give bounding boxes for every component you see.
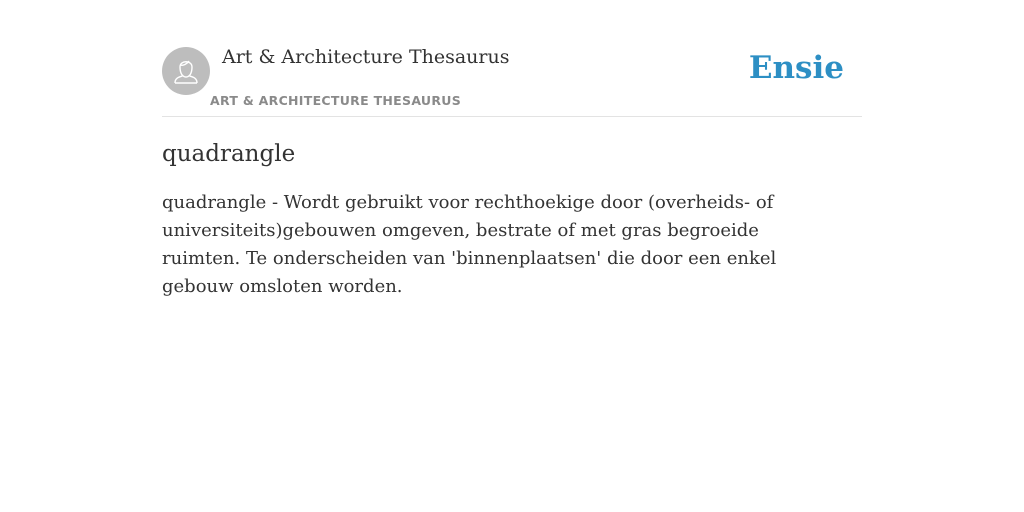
user-icon [162, 47, 210, 95]
avatar[interactable] [162, 47, 210, 95]
entry-definition: quadrangle - Wordt gebruikt voor rechthoekige door (overheids- of universiteits)gebouwen omgeven, bestrate of met gras begroeide ruimten. Te onderscheiden van 'binnenplaatsen' die door een enkel gebouw omsloten worden. [162, 192, 777, 297]
site-title[interactable]: Art & Architecture Thesaurus [222, 46, 510, 68]
site-subtitle: ART & ARCHITECTURE THESAURUS [210, 93, 462, 108]
page-header [162, 0, 862, 117]
entry-term: quadrangle [162, 141, 296, 167]
page-container [162, 0, 862, 301]
ensie-logo[interactable]: Ensie [748, 50, 844, 86]
